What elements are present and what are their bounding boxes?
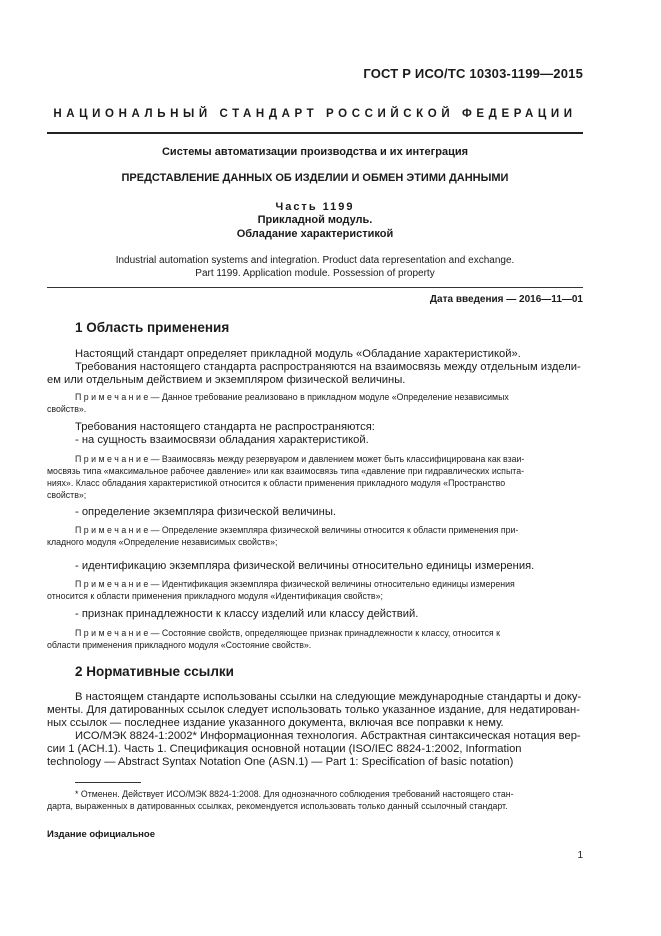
section-1-paragraph-2: Требования настоящего стандарта распространяются на взаимосвязь между отдельным издели- ем или отдельным действием и экземпляром физической величины. [47, 361, 581, 386]
bullet-1: - на сущность взаимосвязи обладания характеристикой. [75, 434, 369, 446]
national-standard-banner: НАЦИОНАЛЬНЫЙ СТАНДАРТ РОССИЙСКОЙ ФЕДЕРАЦИИ [53, 108, 577, 120]
standard-code: ГОСТ Р ИСО/ТС 10303-1199—2015 [363, 66, 583, 81]
main-title: ПРЕДСТАВЛЕНИЕ ДАННЫХ ОБ ИЗДЕЛИИ И ОБМЕН ЭТИМИ ДАННЫМИ [121, 172, 509, 184]
footnote: * Отменен. Действует ИСО/МЭК 8824-1:2008. Для однозначного соблюдения требований настоящего стан- дарта, выраженных в датированных ссылках, рекомендуется использовать только данный ссылочный стандарт. [47, 789, 514, 811]
header-rule [47, 132, 583, 134]
note-4: П р и м е ч а н и е — Идентификация экземпляра физической величины относительно единицы измерения относится к области применения прикладного модуля «Идентификация свойств»; [47, 579, 515, 601]
bullet-3: - идентификацию экземпляра физической величины относительно единицы измерения. [75, 560, 535, 572]
section-2-heading: 2 Нормативные ссылки [75, 664, 234, 679]
english-title-line-1: Industrial automation systems and integration. Product data representation and exchange. [115, 255, 515, 266]
official-edition-label: Издание официальное [47, 829, 155, 840]
introduction-date: Дата введения — 2016—11—01 [429, 294, 583, 305]
section-1-heading: 1 Область применения [75, 320, 230, 335]
section-1-paragraph-3: Требования настоящего стандарта не распространяются: [75, 421, 375, 433]
part-title: Часть 1199 [275, 201, 355, 213]
section-2-paragraph-1: В настоящем стандарте использованы ссылки на следующие международные стандарты и доку- менты. Для датированных ссылок следует использовать только указанное издание, для недатирован- ных ссылок — последнее издание указанного документа, включая все поправки к нему. [47, 691, 582, 729]
note-2: П р и м е ч а н и е — Взаимосвязь между резервуаром и давлением может быть классифицирована как взаи- мосвязь типа «максимальное рабочее давление» или как взаимосвязь типа «давление при гидравлических испыта- ниях». Класс обладания характеристикой относится к области применения прикладного модуля «Пространство свойств»; [47, 454, 525, 500]
bullet-2: - определение экземпляра физической величины. [75, 506, 336, 518]
section-1-paragraph-1: Настоящий стандарт определяет прикладной модуль «Обладание характеристикой». [75, 348, 521, 360]
normative-reference: ИСО/МЭК 8824-1:2002* Информационная технология. Абстрактная синтаксическая нотация вер- сии 1 (АСН.1). Часть 1. Спецификация основной нотации (ISO/IEC 8824-1:2002, Information technology — Abstract Syntax Notation One (ASN.1) — Part 1: Specification of basic notation) [47, 730, 581, 768]
note-1: П р и м е ч а н и е — Данное требование реализовано в прикладном модуле «Определение независимых свойств». [47, 392, 509, 414]
note-5: П р и м е ч а н и е — Состояние свойств, определяющее признак принадлежности к классу, относится к области применения прикладного модуля «Состояние свойств». [47, 628, 500, 650]
module-title: Прикладной модуль. [257, 214, 373, 226]
page-number: 1 [577, 850, 583, 861]
bullet-4: - признак принадлежности к классу изделий или классу действий. [75, 608, 419, 620]
note-3: П р и м е ч а н и е — Определение экземпляра физической величины относится к области применения при- кладного модуля «Определение независимых свойств»; [47, 525, 519, 547]
footnote-separator [75, 782, 141, 783]
english-title-line-2: Part 1199. Application module. Possession of property [195, 268, 435, 279]
date-rule [47, 287, 583, 288]
subject-title: Обладание характеристикой [236, 228, 394, 240]
series-title: Системы автоматизации производства и их интеграция [161, 146, 469, 158]
